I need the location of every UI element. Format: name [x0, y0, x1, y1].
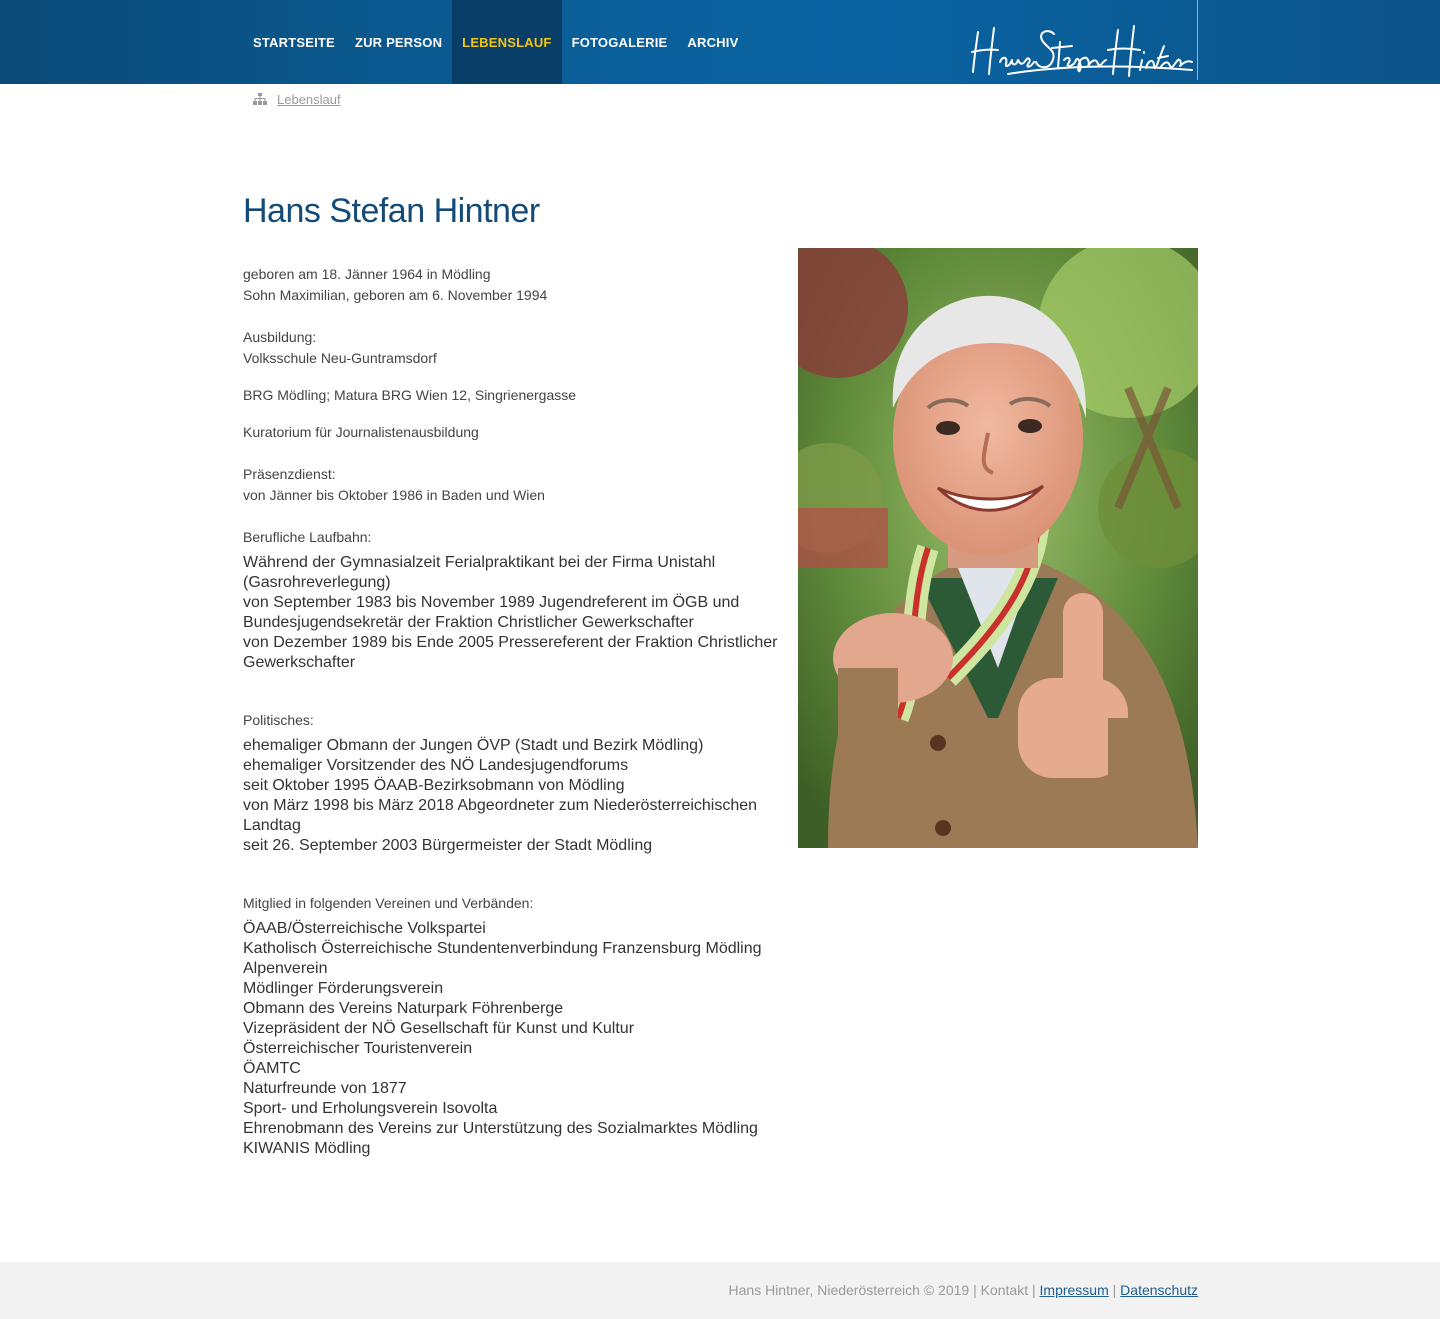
- member-item: Österreichischer Touristenverein: [243, 1040, 473, 1057]
- breadcrumb-link-lebenslauf[interactable]: Lebenslauf: [277, 91, 341, 107]
- education-item: Kuratorium für Journalistenausbildung: [243, 424, 479, 440]
- footer-separator: |: [1112, 1282, 1117, 1298]
- footer-text: [729, 1282, 1198, 1298]
- site-header: [0, 0, 1440, 84]
- nav-item-archiv[interactable]: ARCHIV: [687, 34, 739, 50]
- nav-item-lebenslauf[interactable]: LEBENSLAUF: [452, 0, 561, 84]
- nav-item-fotogalerie[interactable]: FOTOGALERIE: [571, 34, 668, 50]
- member-item: Naturfreunde von 1877: [243, 1080, 407, 1097]
- footer-link-datenschutz[interactable]: Datenschutz: [1120, 1282, 1198, 1298]
- bio-son: Sohn Maximilian, geboren am 6. November 1994: [243, 287, 548, 303]
- footer-copyright: Hans Hintner, Niederösterreich © 2019: [728, 1282, 970, 1298]
- signature-logo[interactable]: [968, 20, 1196, 80]
- member-heading: Mitglied in folgenden Vereinen und Verbänden:: [243, 895, 534, 911]
- breadcrumb: [253, 90, 341, 108]
- member-item: Alpenverein: [243, 960, 328, 977]
- career-heading: Berufliche Laufbahn:: [243, 529, 372, 545]
- nav-item-startseite[interactable]: STARTSEITE: [253, 34, 335, 50]
- page-title: Hans Stefan Hintner: [243, 192, 540, 230]
- member-item: Obmann des Vereins Naturpark Föhrenberge: [243, 1000, 564, 1017]
- footer-link-impressum[interactable]: Impressum: [1039, 1282, 1109, 1298]
- service-text: von Jänner bis Oktober 1986 in Baden und Wien: [243, 487, 545, 503]
- politics-item: ehemaliger Vorsitzender des NÖ Landesjugendforums: [243, 757, 629, 774]
- member-item: Ehrenobmann des Vereins zur Unterstützung des Sozialmarktes Mödling: [243, 1120, 758, 1137]
- sitemap-icon: [253, 93, 267, 105]
- politics-item: seit Oktober 1995 ÖAAB-Bezirksobmann von Mödling: [243, 777, 625, 794]
- career-list: [243, 553, 783, 673]
- nav-item-zur-person[interactable]: ZUR PERSON: [354, 34, 443, 50]
- career-item: Während der Gymnasialzeit Ferialpraktikant bei der Firma Unistahl (Gasrohreverlegung): [243, 554, 716, 591]
- portrait-photo: [798, 248, 1198, 848]
- career-item: von Dezember 1989 bis Ende 2005 Pressereferent der Fraktion Christlicher Gewerkschafter: [243, 634, 778, 671]
- politics-item: ehemaliger Obmann der Jungen ÖVP (Stadt und Bezirk Mödling): [243, 737, 704, 754]
- politics-heading: Politisches:: [243, 712, 314, 728]
- site-footer: [0, 1262, 1440, 1319]
- main-nav: [243, 0, 748, 84]
- politics-item: seit 26. September 2003 Bürgermeister der Stadt Mödling: [243, 837, 653, 854]
- politics-list: [243, 736, 783, 856]
- politics-item: von März 1998 bis März 2018 Abgeordneter zum Niederösterreichischen Landtag: [243, 797, 758, 834]
- career-item: von September 1983 bis November 1989 Jugendreferent im ÖGB und Bundesjugendsekretär der Fraktion Christlicher Gewerkschafter: [243, 594, 740, 631]
- footer-kontakt[interactable]: Kontakt: [980, 1282, 1029, 1298]
- member-item: Katholisch Österreichische Stundentenverbindung Franzensburg Mödling: [243, 940, 762, 957]
- cv-content: [243, 264, 783, 1159]
- footer-separator: |: [973, 1282, 977, 1298]
- member-item: KIWANIS Mödling: [243, 1140, 371, 1157]
- member-item: ÖAMTC: [243, 1060, 301, 1077]
- education-item: Volksschule Neu-Guntramsdorf: [243, 350, 437, 366]
- member-list: [243, 919, 783, 1159]
- footer-separator: |: [1031, 1282, 1036, 1298]
- member-item: ÖAAB/Österreichische Volkspartei: [243, 920, 486, 937]
- header-divider: [1197, 0, 1198, 80]
- member-item: Mödlinger Förderungsverein: [243, 980, 444, 997]
- member-item: Sport- und Erholungsverein Isovolta: [243, 1100, 498, 1117]
- education-item: BRG Mödling; Matura BRG Wien 12, Singrienergasse: [243, 387, 577, 403]
- member-item: Vizepräsident der NÖ Gesellschaft für Kunst und Kultur: [243, 1020, 635, 1037]
- bio-born: geboren am 18. Jänner 1964 in Mödling: [243, 266, 491, 282]
- service-heading: Präsenzdienst:: [243, 466, 336, 482]
- education-heading: Ausbildung:: [243, 329, 317, 345]
